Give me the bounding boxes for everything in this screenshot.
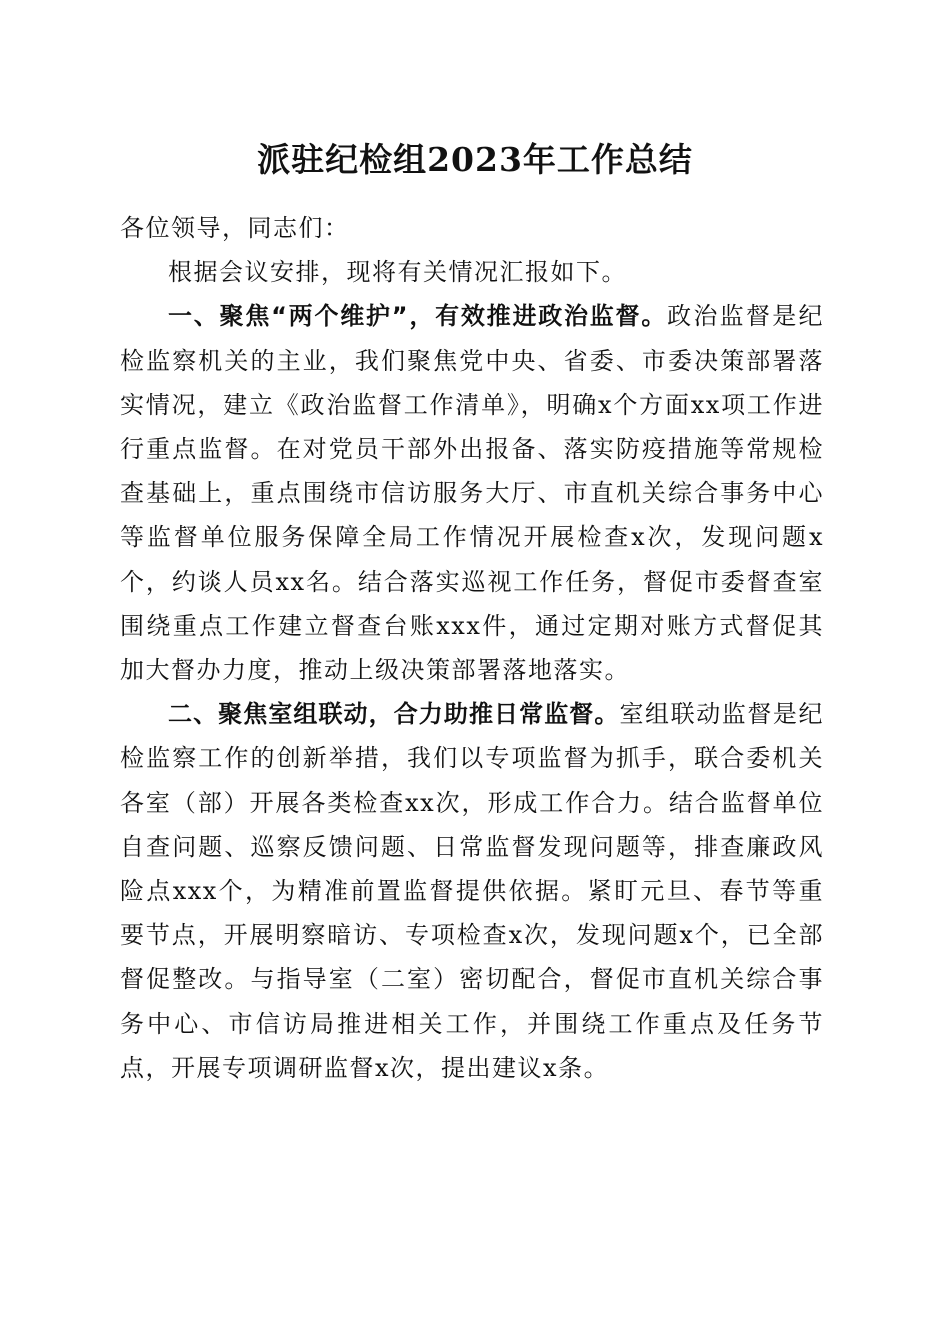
document-title: 派驻纪检组2023年工作总结 [257, 140, 693, 179]
document-body [120, 206, 824, 1090]
intro-paragraph: 根据会议安排，现将有关情况汇报如下。 [168, 258, 627, 287]
section-paragraph-1 [120, 294, 824, 692]
section-text-1: 政治监督是纪检监察机关的主业，我们聚焦党中央、省委、市委决策部署落实情况，建立《政治监督工作清单》，明确x个方面xx项工作进行重点监督。在对党员干部外出报备、落实防疫措施等常规检查基础上，重点围绕市信访服务大厅、市直机关综合事务中心等监督单位服务保障全局工作情况开展检查x次，发现问题x个，约谈人员xx名。结合落实巡视工作任务，督促市委督查室围绕重点工作建立督查台账xxx件，通过定期对账方式督促其加大督办力度，推动上级决策部署落地落实。 [120, 302, 824, 685]
section-heading-2: 二、聚焦室组联动，合力助推日常监督。 [168, 700, 620, 729]
section-text-2: 室组联动监督是纪检监察工作的创新举措，我们以专项监督为抓手，联合委机关各室（部）开展各类检查xx次，形成工作合力。结合监督单位自查问题、巡察反馈问题、日常监督发现问题等，排查廉政风险点xxx个，为精准前置监督提供依据。紧盯元旦、春节等重要节点，开展明察暗访、专项检查x次，发现问题x个，已全部督促整改。与指导室（二室）密切配合，督促市直机关综合事务中心、市信访局推进相关工作，并围绕工作重点及任务节点，开展专项调研监督x次，提出建议x条。 [120, 700, 825, 1082]
section-heading-1: 一、聚焦“两个维护”，有效推进政治监督。 [168, 302, 668, 331]
section-paragraph-2 [120, 692, 824, 1090]
salutation: 各位领导，同志们： [120, 214, 350, 242]
